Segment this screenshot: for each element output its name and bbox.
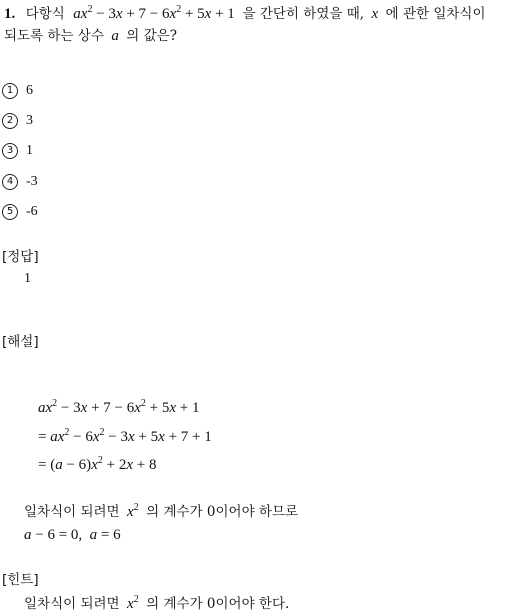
question-number: 1. [4,6,16,22]
option-1[interactable] [2,82,33,99]
question-var-x: x [371,6,379,22]
option-marker: 4 [2,174,18,190]
option-marker: 5 [2,204,18,220]
answer-label: [정답] [2,249,39,265]
option-marker: 3 [2,143,18,159]
question-line-1 [4,2,486,23]
question-text-lead: 다항식 [25,6,65,22]
option-value: -3 [26,174,38,189]
explanation-eq-2: = $ax^2 - 6x^2 - 3x + 5x + 7 + 1$ [38,427,212,445]
option-4[interactable] [2,173,38,190]
option-value: 3 [26,113,33,128]
explanation-label: [해설] [2,334,39,350]
explanation-result: a − 6 = 0, a = 6 [24,527,121,543]
option-value: -6 [26,204,38,219]
question-text-tail: 에 관한 일차식이 [385,6,486,22]
question-line2-b: 의 값은? [126,28,177,44]
option-marker: 2 [2,113,18,129]
option-2[interactable] [2,112,33,129]
question-var-a: a [111,28,119,44]
question-text-mid: 을 간단히 하였을 때, [242,6,365,22]
hint-text: 일차식이 되려면 $x^2$ 의 계수가 0이어야 한다. [24,594,290,612]
option-marker: 1 [2,83,18,99]
question-line-2 [4,24,177,45]
question-expression: $ax^2 - 3x + 7 - 6x^2 + 5x + 1$ [73,4,235,22]
option-3[interactable] [2,142,33,159]
option-value: 6 [26,83,33,98]
answer-value: 1 [24,271,31,286]
option-5[interactable] [2,203,38,220]
explanation-eq-3: = $(a - 6)x^2 + 2x + 8$ [38,455,157,473]
explanation-text-1: 일차식이 되려면 $x^2$ 의 계수가 0이어야 하므로 [24,502,299,520]
hint-label: [힌트] [2,572,39,588]
explanation-eq-1: $ax^2 - 3x + 7 - 6x^2 + 5x + 1$ [38,398,200,416]
question-line2-a: 되도록 하는 상수 [4,28,104,44]
option-value: 1 [26,143,33,158]
